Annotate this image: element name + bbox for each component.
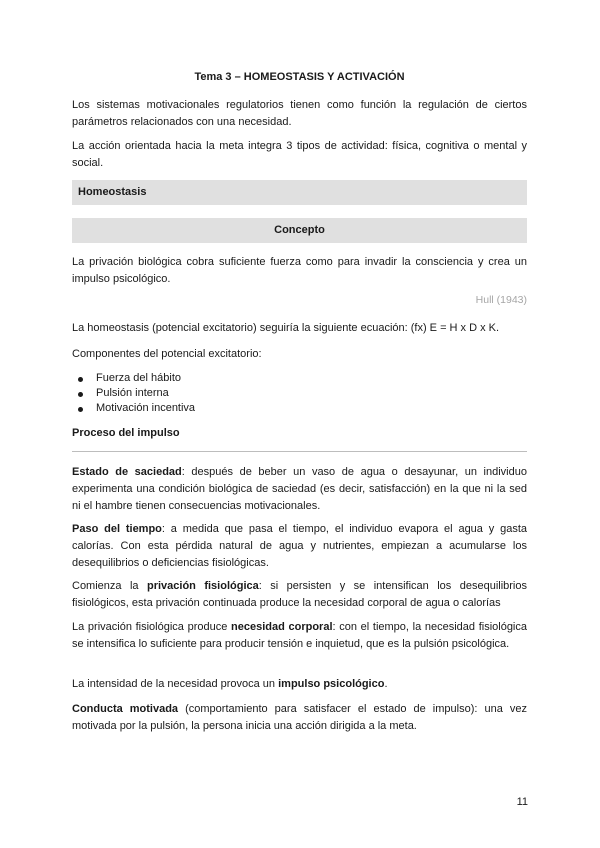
term-estado-saciedad: Estado de saciedad (72, 466, 182, 478)
intro-paragraph-2 (72, 138, 527, 172)
process-text-2: : a medida que pasa el tiempo, el individuo evapora el agua y gasta calorías. Con esta pérdida natural de agua y nutrientes, empiezan a acumularse los desequilibrios o deficiencias fisiológicas. (72, 523, 527, 569)
page-number: 11 (516, 796, 528, 808)
process-paragraph-3 (72, 578, 527, 612)
process-paragraph-6 (72, 701, 527, 735)
concept-quote (72, 254, 527, 288)
intro-text-1: Los sistemas motivacionales regulatorios tienen como función la regulación de ciertos parámetros relacionados con una necesidad. (72, 99, 527, 128)
components-list (72, 371, 527, 416)
intro-text-2: La acción orientada hacia la meta integra 3 tipos de actividad: física, cognitiva o mental y social. (72, 140, 527, 169)
term-impulso-psicologico: impulso psicológico (278, 678, 385, 690)
process-text-1: : después de beber un vaso de agua o desayunar, un individuo experimenta una condición biológica de saciedad (es decir, satisfacción) en la que ni la sed ni el hambre tienen consecuencias motivacionales. (72, 466, 527, 512)
list-item: Motivación incentiva (72, 401, 527, 416)
citation: Hull (1943) (475, 294, 527, 306)
process-text-6: (comportamiento para satisfacer el estado de impulso): una vez motivada por la pulsión, la persona inicia una acción dirigida a la meta. (72, 703, 527, 732)
list-item: Pulsión interna (72, 386, 527, 401)
process-pre-4: La privación fisiológica produce (72, 621, 232, 633)
term-paso-tiempo: Paso del tiempo (72, 523, 162, 535)
term-necesidad-corporal: necesidad corporal (231, 621, 333, 633)
divider (72, 451, 527, 452)
page-title: Tema 3 – HOMEOSTASIS Y ACTIVACIÓN (194, 71, 405, 83)
process-text-5: . (384, 678, 388, 690)
section-header-homeostasis: Homeostasis (72, 180, 527, 205)
equation-text: La homeostasis (potencial excitatorio) seguiría la siguiente ecuación: (fx) E = H x D x K. (72, 322, 500, 334)
term-privacion-fisiologica: privación fisiológica (146, 580, 259, 592)
equation-paragraph (72, 320, 527, 337)
process-text-4: : con el tiempo, la necesidad fisiológica se intensifica lo suficiente para producir tensión e inquietud, que es la pulsión psicológica. (72, 621, 527, 650)
process-title: Proceso del impulso (72, 427, 180, 439)
intro-paragraph-1 (72, 97, 527, 131)
process-pre-5: La intensidad de la necesidad provoca un (72, 678, 279, 690)
concept-header: Concepto (72, 218, 527, 243)
process-pre-3: Comienza la (72, 580, 147, 592)
process-text-3: : si persisten y se intensifican los desequilibrios fisiológicos, esta privación continuada produce la necesidad corporal de agua o calorías (72, 580, 527, 609)
components-intro (72, 346, 527, 363)
term-conducta-motivada: Conducta motivada (72, 703, 179, 715)
process-paragraph-4 (72, 619, 527, 653)
process-paragraph-5 (72, 676, 527, 693)
process-paragraph-2 (72, 521, 527, 572)
process-paragraph-1 (72, 464, 527, 515)
list-item: Fuerza del hábito (72, 371, 527, 386)
components-intro-text: Componentes del potencial excitatorio: (72, 348, 262, 360)
concept-quote-text: La privación biológica cobra suficiente fuerza como para invadir la consciencia y crea un impulso psicológico. (72, 256, 527, 285)
